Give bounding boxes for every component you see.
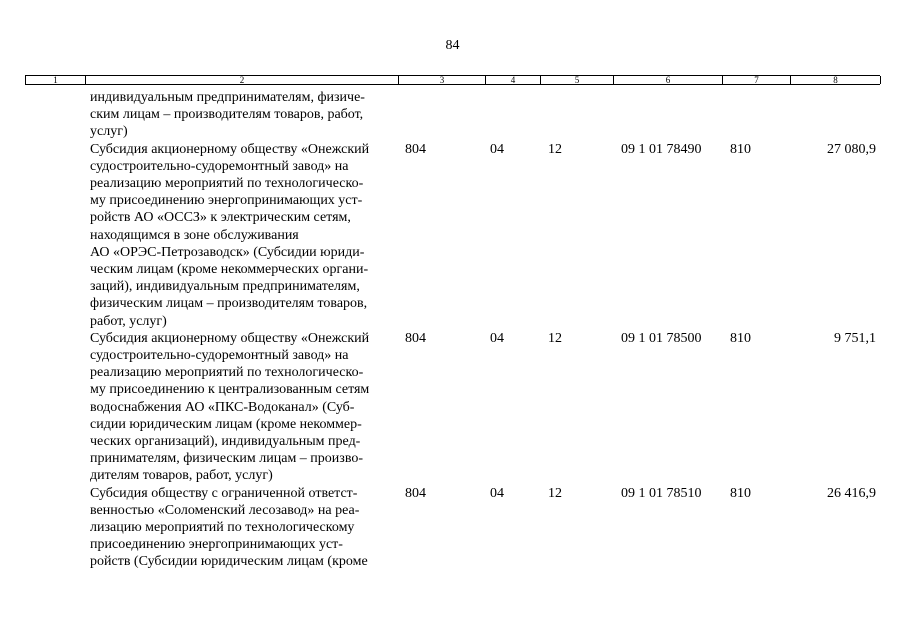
ministry-code: 804 bbox=[405, 141, 426, 157]
description-line: дителям товаров, работ, услуг) bbox=[90, 468, 273, 484]
row-description bbox=[85, 89, 398, 141]
description-line: присоединению энергопринимающих уст- bbox=[90, 537, 343, 553]
description-line: ческих организаций), индивидуальным пред- bbox=[90, 434, 361, 450]
ministry-code: 804 bbox=[405, 330, 426, 346]
target-article-code: 09 1 01 78490 bbox=[621, 141, 702, 157]
ministry-code: 804 bbox=[405, 485, 426, 501]
header-cell-3: 3 bbox=[399, 76, 486, 84]
table-row bbox=[25, 89, 880, 141]
description-line: работ, услуг) bbox=[90, 313, 167, 329]
description-line: реализацию мероприятий по технологическо- bbox=[90, 365, 364, 381]
target-article-code: 09 1 01 78510 bbox=[621, 485, 702, 501]
description-line: услуг) bbox=[90, 124, 128, 140]
description-line: заций), индивидуальным предпринимателям, bbox=[90, 279, 360, 295]
section-code: 04 bbox=[490, 141, 504, 157]
description-line: Субсидия обществу с ограниченной ответст- bbox=[90, 485, 358, 501]
amount: 9 751,1 bbox=[834, 330, 876, 346]
table-body bbox=[25, 89, 880, 571]
description-line: сидии юридическим лицам (кроме некоммер- bbox=[90, 416, 362, 432]
expense-type-code: 810 bbox=[730, 330, 751, 346]
section-code: 04 bbox=[490, 485, 504, 501]
header-cell-4: 4 bbox=[486, 76, 541, 84]
table-row bbox=[25, 141, 880, 330]
header-cell-2: 2 bbox=[86, 76, 399, 84]
row-description bbox=[85, 330, 398, 485]
description-line: находящимся в зоне обслуживания bbox=[90, 227, 299, 243]
target-article-code bbox=[613, 89, 722, 141]
description-line: судостроительно-судоремонтный завод» на bbox=[90, 348, 349, 364]
header-cell-7: 7 bbox=[723, 76, 791, 84]
expense-type-code: 810 bbox=[730, 485, 751, 501]
description-line: Субсидия акционерному обществу «Онежский bbox=[90, 330, 370, 346]
description-line: АО «ОРЭС-Петрозаводск» (Субсидии юриди- bbox=[90, 244, 365, 260]
subsection-code: 12 bbox=[548, 141, 562, 157]
description-line: венностью «Соломенский лесозавод» на реа- bbox=[90, 502, 360, 518]
description-line: ройств АО «ОССЗ» к электрическим сетям, bbox=[90, 210, 351, 226]
description-line: лизацию мероприятий по технологическому bbox=[90, 520, 355, 536]
section-code bbox=[485, 89, 540, 141]
amount: 27 080,9 bbox=[827, 141, 876, 157]
description-line: Субсидия акционерному обществу «Онежский bbox=[90, 141, 370, 157]
row-number-cell bbox=[25, 485, 85, 571]
table-row bbox=[25, 330, 880, 485]
section-code: 04 bbox=[490, 330, 504, 346]
description-line: реализацию мероприятий по технологическо- bbox=[90, 176, 364, 192]
header-cell-5: 5 bbox=[541, 76, 614, 84]
description-line: му присоединению к централизованным сетям bbox=[90, 382, 370, 398]
row-number-cell bbox=[25, 141, 85, 330]
header-cell-1: 1 bbox=[26, 76, 86, 84]
amount bbox=[790, 89, 880, 141]
description-line: физическим лицам – производителям товаров, bbox=[90, 296, 368, 312]
description-line: водоснабжения АО «ПКС-Водоканал» (Суб- bbox=[90, 399, 355, 415]
description-line: судостроительно-судоремонтный завод» на bbox=[90, 158, 349, 174]
page-number: 84 bbox=[445, 38, 460, 53]
description-line: му присоединению энергопринимающих уст- bbox=[90, 193, 363, 209]
expense-type-code: 810 bbox=[730, 141, 751, 157]
description-line: индивидуальным предпринимателям, физиче- bbox=[90, 90, 365, 105]
table-row bbox=[25, 485, 880, 571]
subsection-code bbox=[540, 89, 613, 141]
header-cell-6: 6 bbox=[614, 76, 723, 84]
description-line: ройств (Субсидии юридическим лицам (кроме bbox=[90, 554, 368, 570]
target-article-code: 09 1 01 78500 bbox=[621, 330, 702, 346]
amount: 26 416,9 bbox=[827, 485, 876, 501]
subsection-code: 12 bbox=[548, 330, 562, 346]
subsection-code: 12 bbox=[548, 485, 562, 501]
description-line: принимателям, физическим лицам – произво- bbox=[90, 451, 363, 467]
header-cell-8: 8 bbox=[791, 76, 881, 84]
row-number-cell bbox=[25, 330, 85, 485]
row-description bbox=[85, 141, 398, 330]
row-number-cell bbox=[25, 89, 85, 141]
table-header bbox=[25, 75, 880, 85]
description-line: ческим лицам (кроме некоммерческих органи- bbox=[90, 262, 369, 278]
description-line: ским лицам – производителям товаров, работ, bbox=[90, 107, 364, 123]
ministry-code bbox=[398, 89, 485, 141]
row-description bbox=[85, 485, 398, 571]
expense-type-code bbox=[722, 89, 790, 141]
